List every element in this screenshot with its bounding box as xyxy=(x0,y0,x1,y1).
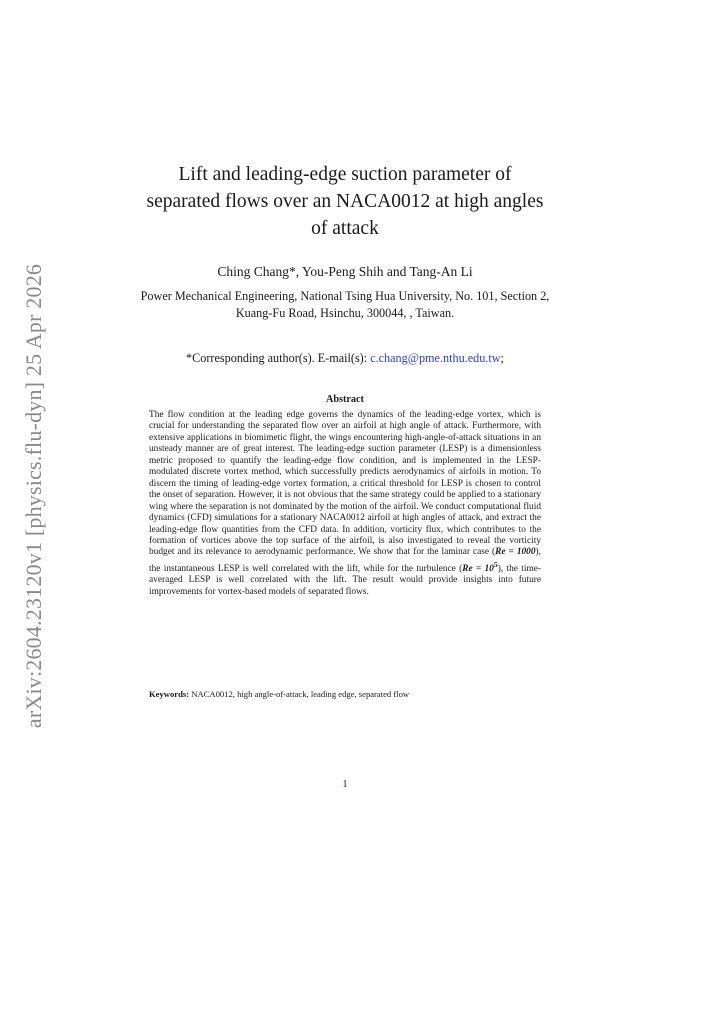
title-line: separated flows over an NACA0012 at high angles xyxy=(146,191,544,212)
abstract-text-part: ), the instantaneous LESP is well correlated with the lift, while for the turbulence ( xyxy=(149,547,541,574)
abstract-heading: Abstract xyxy=(326,394,364,405)
page-number: 1 xyxy=(342,779,348,790)
author-list: Ching Chang*, You-Peng Shih and Tang-An Li xyxy=(217,264,473,279)
reynolds-exponent: 5 xyxy=(493,559,498,569)
corresponding-author xyxy=(120,350,570,366)
title-line: Lift and leading-edge suction parameter of xyxy=(178,164,512,185)
author-affiliation: Power Mechanical Engineering, National Tsing Hua University, No. 101, Section 2, Kuang-Fu Road, Hsinchu, 300044, , Taiwan. xyxy=(140,289,550,320)
corresponding-label: *Corresponding author(s). E-mail(s): xyxy=(186,351,371,365)
abstract-text-part: ), the time-averaged LESP is well correlated with the lift. The result would provide insights into future improvements for vortex-based models of separated flows. xyxy=(149,564,541,597)
abstract-text xyxy=(149,410,541,598)
keywords-text: NACA0012, high angle-of-attack, leading edge, separated flow xyxy=(189,689,410,699)
paper-title xyxy=(120,161,570,242)
reynolds-turbulent: Re = 10 xyxy=(462,564,494,574)
keywords-label: Keywords: xyxy=(149,689,190,699)
arxiv-identifier: arXiv:2604.23120v1 [physics.flu-dyn] 25 Apr 2026 xyxy=(21,263,46,729)
reynolds-laminar: Re = 1000 xyxy=(495,547,536,558)
title-line: of attack xyxy=(311,218,379,239)
keywords xyxy=(149,689,541,700)
abstract-text-part: The flow condition at the leading edge governs the dynamics of the leading-edge vortex, which is crucial for understanding the separated flow over an airfoil at high angle of attack. Furthermore, with extensive applications in biomimetic flight, the wings encountering high-angle-of-attack situations in an unsteady manner are of great interest. The leading-edge suction parameter (LESP) is a dimensionless metric proposed to quantify the leading-edge flow condition, and is implemented in the LESP-modulated discrete vortex method, which successfully predicts aerodynamics of airfoils in motion. To discern the timing of leading-edge vortex formation, a critical threshold for LESP is chosen to control the onset of separation. However, it is not obvious that the same strategy could be applied to a stationary wing where the separation is not dominated by the motion of the airfoil. We conduct computational fluid dynamics (CFD) simulations for a stationary NACA0012 airfoil at high angles of attack, and extract the leading-edge flow quantities from the CFD data. In addition, vorticity flux, which contributes to the formation of vortices above the top surface of the airfoil, is also investigated to reveal the vorticity budget and its relevance to aerodynamic performance. We show that for the laminar case ( xyxy=(149,410,541,558)
corresponding-suffix: ; xyxy=(500,351,504,365)
email-link[interactable]: c.chang@pme.nthu.edu.tw xyxy=(370,351,501,365)
